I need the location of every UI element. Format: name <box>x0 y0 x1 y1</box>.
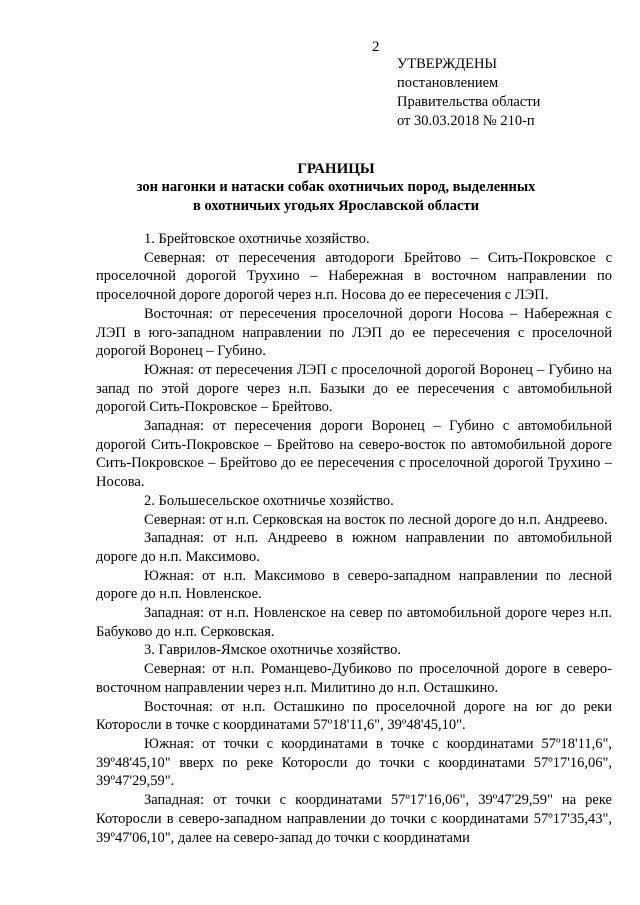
approval-line: УТВЕРЖДЕНЫ <box>397 56 498 72</box>
boundary-paragraph: Южная: от точки с координатами в точке с координатами 57º18'11,6", 39º48'45,10" вверх по реке Которосли до точки с координатами 57º17'16,06", 39º47'29,59". <box>96 735 612 790</box>
boundary-paragraph: Западная: от точки с координатами 57º17'16,06", 39º47'29,59" на реке Которосли в северо-западном направлении до точки с координатами 57º17'35,43", 39º47'06,10", далее на северо-запад до точки с координатами <box>96 792 612 846</box>
approval-line: постановлением <box>397 75 499 91</box>
boundary-paragraph: Южная: от н.п. Максимово в северо-западном направлении по лесной дороге до н.п. Новленское. <box>96 567 612 603</box>
approval-stamp <box>397 55 627 131</box>
section-heading: 3. Гаврилов-Ямское охотничье хозяйство. <box>144 642 402 659</box>
document-body <box>96 230 612 847</box>
boundary-paragraph: Западная: от н.п. Новленское на север по автомобильной дороге через н.п. Бабуково до н.п. Серковская. <box>96 605 612 640</box>
title-subheading: в охотничьих угодьях Ярославской области <box>193 198 479 214</box>
boundary-paragraph: Западная: от н.п. Андреево в южном направлении по автомобильной дороге до н.п. Максимово. <box>96 530 612 565</box>
section-heading: 1. Брейтовское охотничье хозяйство. <box>144 231 370 247</box>
boundary-paragraph: Северная: от н.п. Романцево-Дубиково по проселочной дороге в северо-восточном направлении через н.п. Милитино до н.п. Осташкино. <box>96 661 612 696</box>
document-title <box>96 160 576 216</box>
boundary-paragraph: Южная: от пересечения ЛЭП с проселочной дорогой Воронец – Губино на запад по этой дороге через н.п. Базыки до ее пересечения с автомобильной дорогой Сить-Покровское – Брейтово. <box>96 361 612 416</box>
boundary-paragraph: Северная: от н.п. Серковская на восток по лесной дороге до н.п. Андреево. <box>144 511 608 528</box>
boundary-paragraph: Северная: от пересечения автодороги Брейтово – Сить-Покровское с проселочной дорогой Трухино – Набережная в восточном направлении по проселочной дороге дорогой через н.п. Носова до ее пересечения с ЛЭП. <box>96 249 612 304</box>
title-heading: ГРАНИЦЫ <box>297 161 375 177</box>
boundary-paragraph: Восточная: от пересечения проселочной дороги Носова – Набережная с ЛЭП в юго-западном направлении по ЛЭП до ее пересечения с проселочной дорогой Воронец – Губино. <box>96 305 612 360</box>
section-heading: 2. Большесельское охотничье хозяйство. <box>144 492 394 509</box>
boundary-paragraph: Восточная: от н.п. Осташкино по проселочной дороге на юг до реки Которосли в точке с координатами 57º18'11,6", 39º48'45,10". <box>96 698 612 734</box>
title-subheading: зон нагонки и натаски собак охотничьих пород, выделенных <box>136 179 536 195</box>
boundary-paragraph: Западная: от пересечения дороги Воронец – Губино с автомобильной дорогой Сить-Покровское – Брейтово на северо-восток по автомобильной дороге Сить-Покровское – Брейтово до ее пересечения с проселочной дорогой Трухино – Носова. <box>96 418 612 491</box>
page-number: 2 <box>372 39 380 55</box>
approval-line: Правительства области <box>397 94 541 110</box>
approval-line: от 30.03.2018 № 210-п <box>397 113 535 129</box>
